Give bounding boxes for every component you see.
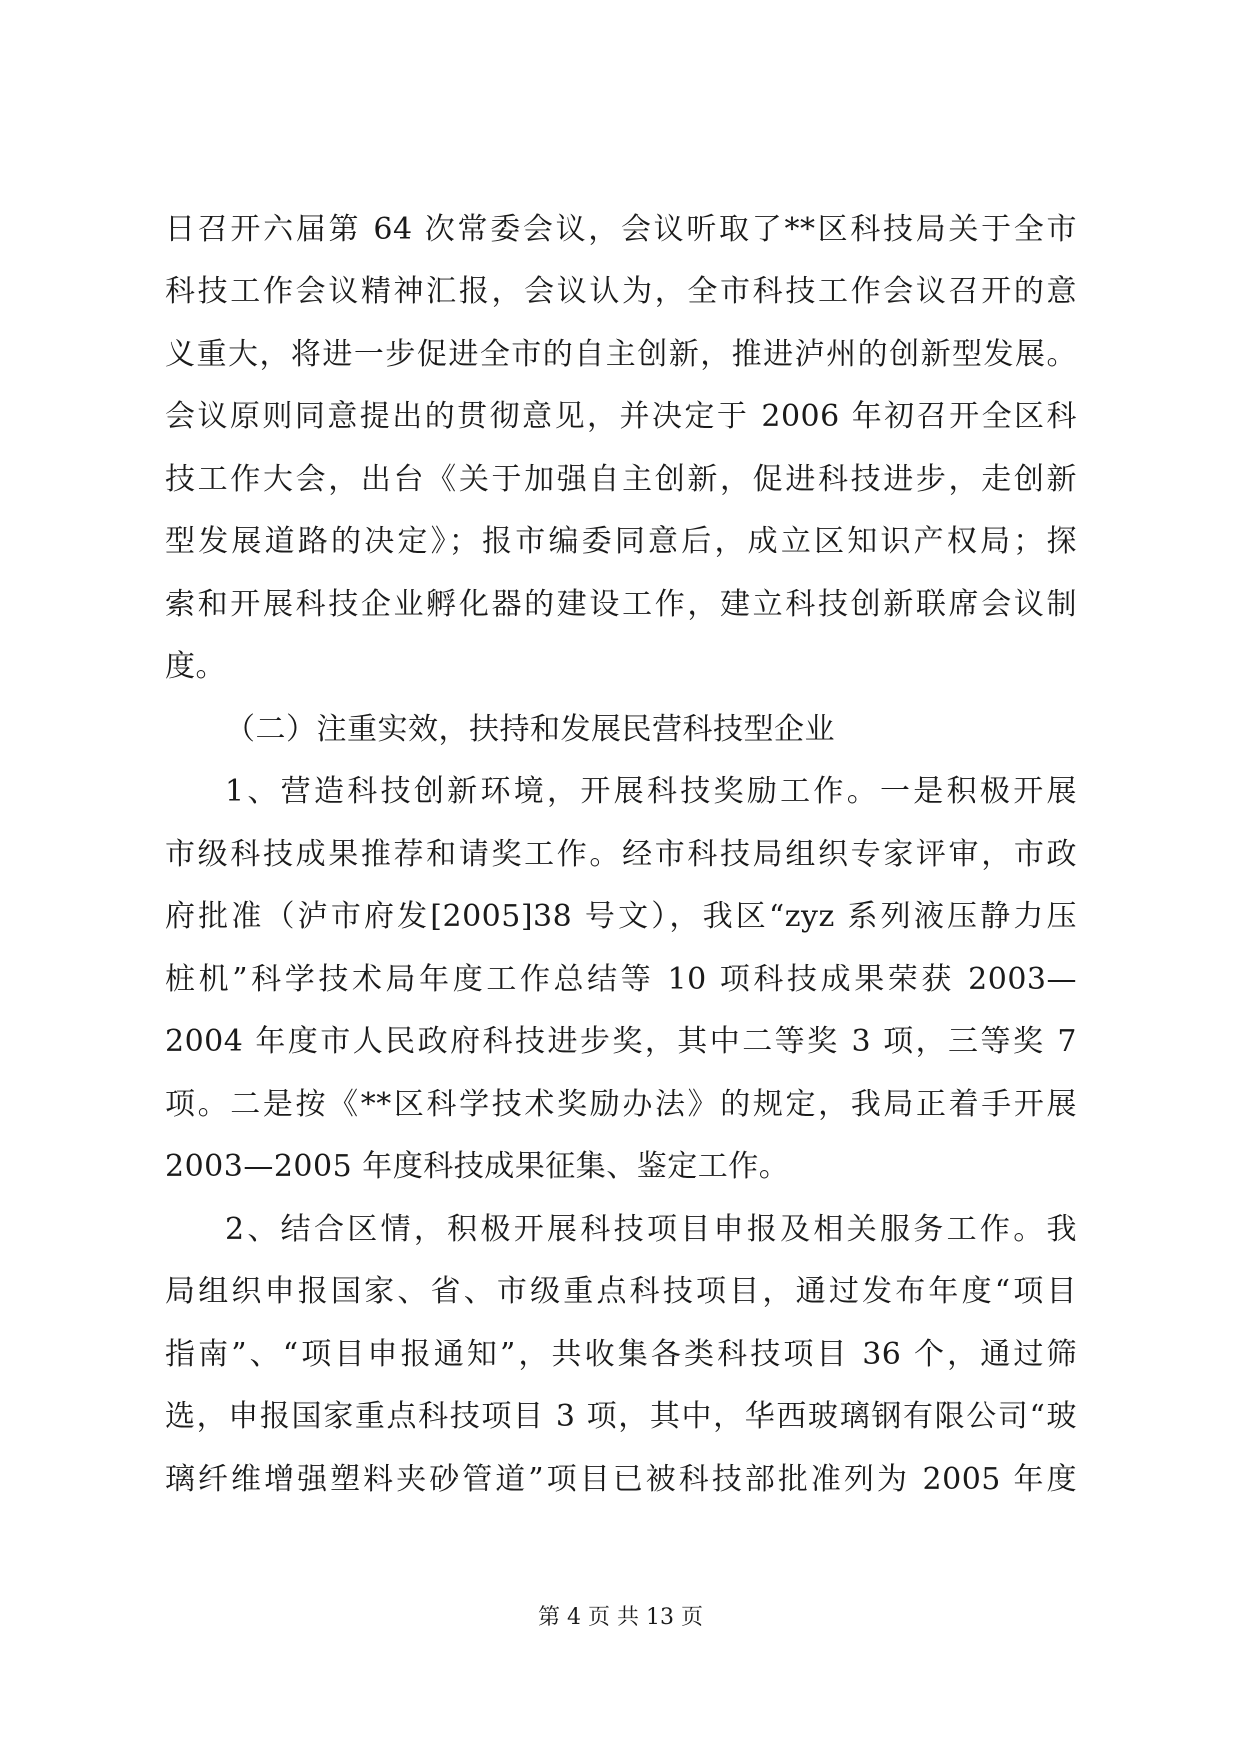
body-text-line: 技工作大会，出台《关于加强自主创新，促进科技进步，走创新 xyxy=(165,462,1077,497)
body-text-line: 会议原则同意提出的贯彻意见，并决定于 2006 年初召开全区科 xyxy=(165,399,1077,434)
body-text-line: 2004 年度市人民政府科技进步奖，其中二等奖 3 项，三等奖 7 xyxy=(165,1024,1077,1059)
body-text-line: 科技工作会议精神汇报，会议认为，全市科技工作会议召开的意 xyxy=(165,274,1077,309)
body-text-line: 璃纤维增强塑料夹砂管道”项目已被科技部批准列为 2005 年度 xyxy=(165,1462,1077,1497)
body-text-line: 2003—2005 年度科技成果征集、鉴定工作。 xyxy=(165,1149,790,1184)
body-text-line: 局组织申报国家、省、市级重点科技项目，通过发布年度“项目 xyxy=(165,1274,1077,1309)
body-text-line: 市级科技成果推荐和请奖工作。经市科技局组织专家评审，市政 xyxy=(165,837,1077,872)
paragraph-first-line: 2、结合区情，积极开展科技项目申报及相关服务工作。我 xyxy=(225,1212,1077,1247)
body-text-line: 日召开六届第 64 次常委会议，会议听取了**区科技局关于全市 xyxy=(165,212,1077,247)
paragraph-first-line: 1、营造科技创新环境，开展科技奖励工作。一是积极开展 xyxy=(225,774,1077,809)
body-text-line: 索和开展科技企业孵化器的建设工作，建立科技创新联席会议制 xyxy=(165,587,1077,622)
section-heading: （二）注重实效，扶持和发展民营科技型企业 xyxy=(225,712,835,747)
body-text-line: 指南”、“项目申报通知”，共收集各类科技项目 36 个，通过筛 xyxy=(165,1337,1077,1372)
page-footer: 第 4 页 共 13 页 xyxy=(538,1605,703,1630)
body-text-line: 府批准（泸市府发[2005]38 号文），我区“zyz 系列液压静力压 xyxy=(165,899,1077,934)
body-text-line: 项。二是按《**区科学技术奖励办法》的规定，我局正着手开展 xyxy=(165,1087,1077,1122)
body-text-line: 义重大，将进一步促进全市的自主创新，推进泸州的创新型发展。 xyxy=(165,337,1077,372)
body-text-line: 桩机”科学技术局年度工作总结等 10 项科技成果荣获 2003— xyxy=(165,962,1077,997)
body-text-line: 度。 xyxy=(165,649,226,684)
body-text-line: 型发展道路的决定》；报市编委同意后，成立区知识产权局；探 xyxy=(165,524,1077,559)
body-text-line: 选，申报国家重点科技项目 3 项，其中，华西玻璃钢有限公司“玻 xyxy=(165,1399,1077,1434)
